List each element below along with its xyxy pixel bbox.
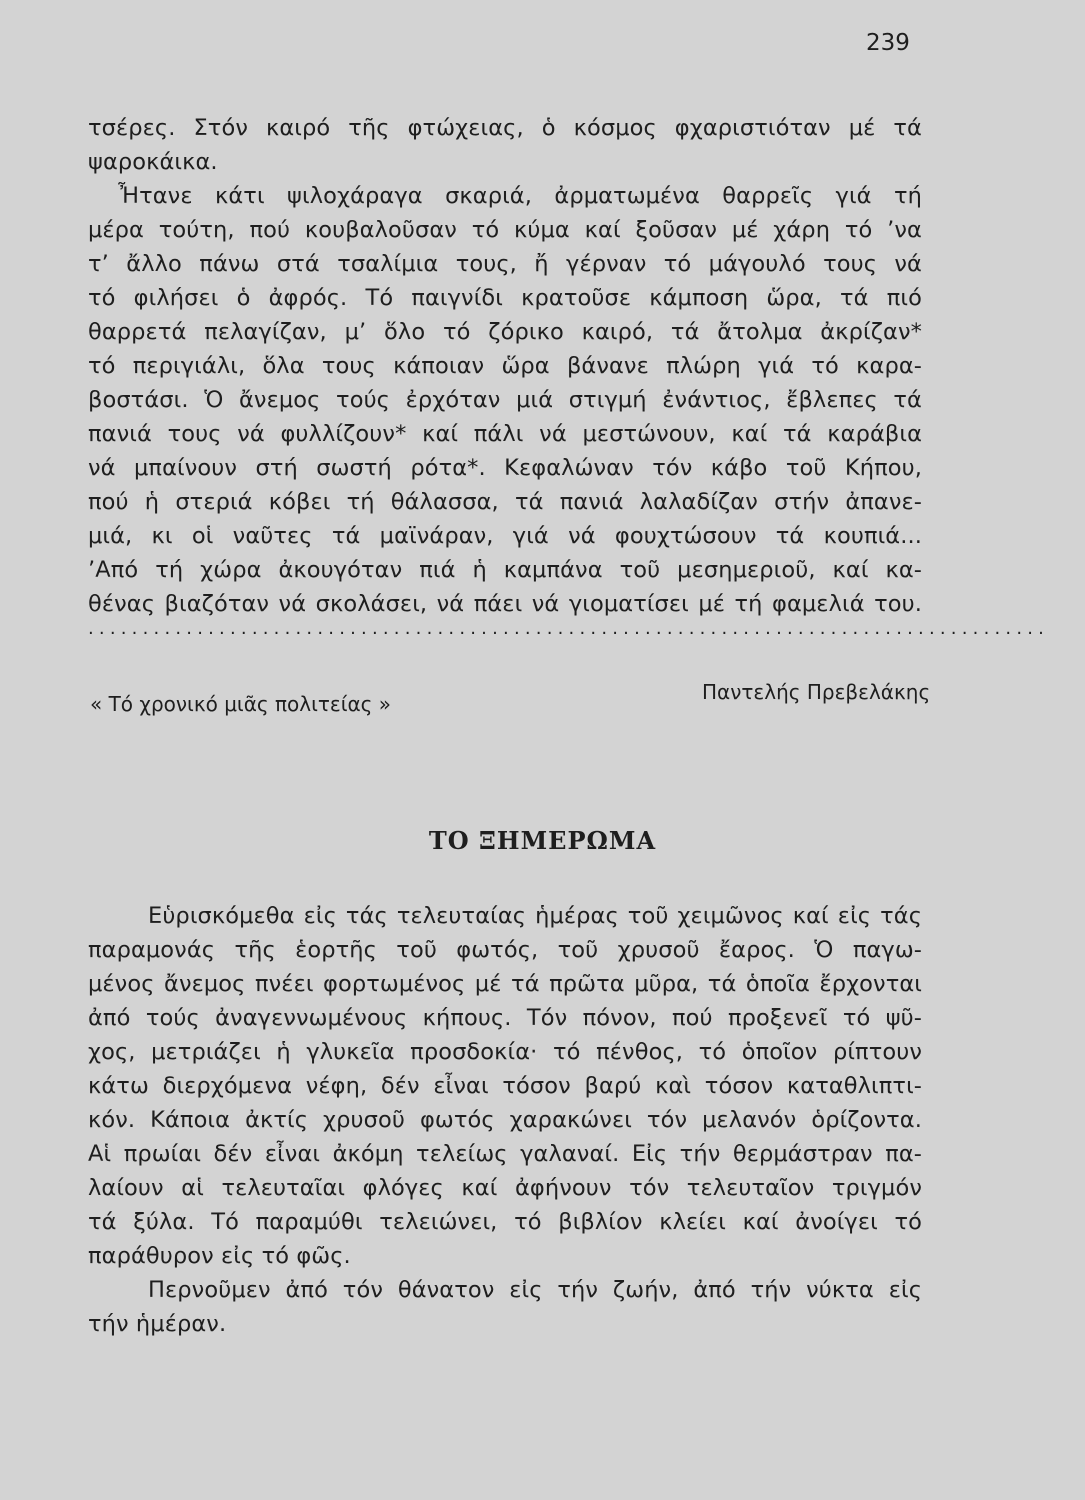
text-line: κάτω διερχόμενα νέφη, δέν εἶναι τόσον βαρύ καὶ τόσον καταθλιπτι- (88, 1073, 922, 1099)
text-line: παράθυρον εἰς τό φῶς. (88, 1243, 351, 1269)
text-line: Αἱ πρωίαι δέν εἶναι ἀκόμη τελείως γαλαναί. Εἰς τήν θερμάστραν πα- (88, 1141, 922, 1167)
text-line: τσέρες. Στόν καιρό τῆς φτώχειας, ὁ κόσμος φχαριστιόταν μέ τά (88, 115, 922, 141)
text-line: τήν ἡμέραν. (88, 1311, 227, 1337)
text-line: λαίουν αἱ τελευταῖαι φλόγες καί ἀφήνουν τόν τελευταῖον τριγμόν (88, 1175, 922, 1201)
text-line: Ἦτανε κάτι ψιλοχάραγα σκαριά, ἀρματωμένα θαρρεῖς γιά τή (118, 183, 922, 209)
text-line: τό φιλήσει ὁ ἀφρός. Τό παιγνίδι κρατοῦσε κάμποση ὥρα, τά πιό (88, 285, 922, 311)
excerpt-text (88, 111, 922, 621)
section-title: ΤΟ ΞΗΜΕΡΩΜΑ (428, 826, 657, 855)
source-citation: « Τό χρονικό μιᾶς πολιτείας » (90, 692, 391, 716)
text-line: μιά, κι οἱ ναῦτες τά μαϊνάραν, γιά νά φουχτώσουν τά κουπιά... (88, 523, 922, 549)
page-number: 239 (866, 30, 910, 56)
text-line: μέρα τούτη, πού κουβαλοῦσαν τό κύμα καί ξοῦσαν μέ χάρη τό ’να (88, 217, 922, 243)
text-line: θένας βιαζόταν νά σκολάσει, νά πάει νά γιοματίσει μέ τή φαμελιά του. (88, 591, 922, 617)
text-line: τ’ ἄλλο πάνω στά τσαλίμια τους, ἤ γέρναν τό μάγουλό τους νά (88, 251, 922, 277)
text-line: θαρρετά πελαγίζαν, μ’ ὅλο τό ζόρικο καιρό, τά ἄτολμα ἀκρίζαν* (88, 319, 922, 345)
text-line: βοστάσι. Ὁ ἄνεμος τούς ἐρχόταν μιά στιγμή ἐνάντιος, ἔβλεπες τά (88, 387, 922, 413)
text-line: πού ἡ στεριά κόβει τή θάλασσα, τά πανιά λαλαδίζαν στήν ἀπανε- (88, 489, 922, 515)
text-line: ’Από τή χώρα ἀκουγόταν πιά ἡ καμπάνα τοῦ μεσημεριοῦ, καί κα- (88, 557, 922, 583)
text-line: πανιά τους νά φυλλίζουν* καί πάλι νά μεστώνουν, καί τά καράβια (88, 421, 922, 447)
text-line: χος, μετριάζει ἡ γλυκεῖα προσδοκία· τό πένθος, τό ὁποῖον ρίπτουν (88, 1039, 922, 1065)
text-line: ἀπό τούς ἀναγεννωμένους κήπους. Τόν πόνον, πού προξενεῖ τό ψῦ- (88, 1005, 922, 1031)
author-name: Παντελής Πρεβελάκης (702, 680, 931, 704)
text-line: τά ξύλα. Τό παραμύθι τελειώνει, τό βιβλίον κλείει καί ἀνοίγει τό (88, 1209, 922, 1235)
text-line: μένος ἄνεμος πνέει φορτωμένος μέ τά πρῶτα μῦρα, τά ὁποῖα ἔρχονται (88, 971, 922, 997)
text-line: κόν. Κάποια ἀκτίς χρυσοῦ φωτός χαρακώνει τόν μελανόν ὁρίζοντα. (88, 1107, 922, 1133)
text-line: Εὑρισκόμεθα εἰς τάς τελευταίας ἡμέρας τοῦ χειμῶνος καί εἰς τάς (148, 903, 922, 929)
ellipsis-divider: ........................................................................................ (88, 618, 1050, 639)
body-text (88, 899, 922, 1341)
text-line: Περνοῦμεν ἀπό τόν θάνατον εἰς τήν ζωήν, ἀπό τήν νύκτα εἰς (148, 1277, 922, 1303)
text-line: παραμονάς τῆς ἑορτῆς τοῦ φωτός, τοῦ χρυσοῦ ἔαρος. Ὁ παγω- (88, 937, 922, 963)
text-line: ψαροκάικα. (88, 149, 218, 175)
text-line: νά μπαίνουν στή σωστή ρότα*. Κεφαλώναν τόν κάβο τοῦ Κήπου, (88, 455, 922, 481)
text-line: τό περιγιάλι, ὅλα τους κάποιαν ὥρα βάνανε πλώρη γιά τό καρα- (88, 353, 922, 379)
